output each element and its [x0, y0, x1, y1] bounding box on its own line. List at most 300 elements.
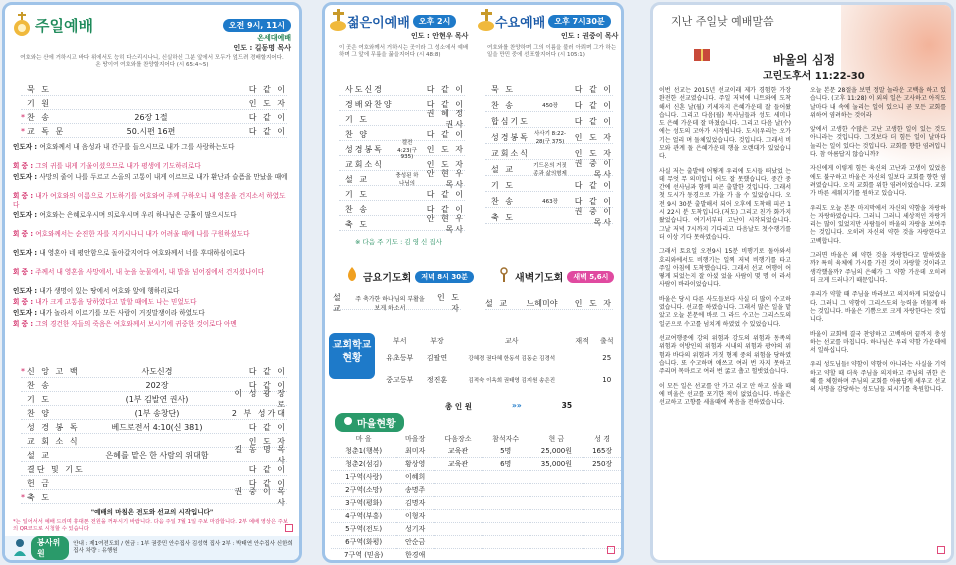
reading-text: 내가 크게 고통을 당하였다고 말할 때에도 나는 믿었도다 — [35, 298, 197, 306]
sunday-subtitle: 온세대예배 — [257, 34, 291, 42]
region-cell — [482, 497, 530, 510]
region-title: 마을현황 — [357, 419, 396, 430]
responsive-line — [13, 287, 289, 296]
speaker: 회 중 : — [13, 268, 36, 276]
region-table — [331, 433, 621, 562]
wednesday-order-row — [485, 115, 613, 128]
sermon-paragraph: 이번 선교는 2015년 선교이래 제가 경험한 가장 완전한 선교였습니다. 주일 저녁에 니트와에 도착해서 신혼 날(월) 키세자지 은혜가운데 잘 들어왔습니다. 그리고 다음(월) 목사님들과 성도 세미나도 은혜 가운데 잘 마쳤습니다. 그리고 다음 날(수)에는 성도의 고아가 시작됩니다. 도시(우리는 오가기는 얼리 며 돌체있었습니다. 것입니다. 그래서 비모와 관계 돌 은혜가운데 행을 오랜대가 있었습니다. — [659, 87, 791, 161]
plus-box-icon — [285, 524, 293, 532]
call-to-worship: 여호와는 산에 거하시고 바다 위에서도 능히 다스리시나니, 신실하신 그분 앞에서 모두가 엎드려 경배할지어다. 온 땅이여 여호와를 찬양할지어다 (시 65:4~5) — [20, 55, 284, 69]
order-leader: 안 현 우 목사 — [426, 214, 465, 234]
reading-text: 여호와께서는 순진한 자를 지키시나니 내가 어려울 때에 나를 구원하셨도다 — [35, 230, 250, 238]
region-cell — [583, 523, 621, 536]
sunday-worship-panel — [2, 2, 302, 563]
edu-cell: 유초등부 — [386, 354, 414, 362]
table-row — [379, 347, 619, 369]
order-item: 축 도 — [345, 219, 369, 229]
region-cell — [482, 471, 530, 484]
order-row — [21, 421, 287, 434]
wednesday-time: 오후 7시30분 — [548, 15, 610, 28]
region-header — [335, 413, 404, 432]
order-item: 찬 송 — [27, 380, 51, 390]
order-item: 사도신경 — [345, 84, 384, 94]
speaker: 인도자 : — [13, 173, 40, 181]
order-item: 성 경 봉 독 — [27, 422, 80, 432]
sermon-reference: 고린도후서 11:22-30 — [763, 71, 865, 82]
region-cell — [530, 497, 584, 510]
friday-title: 금요기도회 — [363, 273, 412, 284]
region-cell: 황상영 — [396, 458, 434, 471]
region-cell: 한경애 — [396, 549, 434, 562]
edu-total: 35 — [561, 401, 573, 410]
youth-preacher: 인도 : 안현우 목사 — [411, 32, 469, 40]
region-cell: 송명주 — [396, 484, 434, 497]
order-leader: 다 같 이 — [426, 189, 465, 199]
order-item: 신 앙 고 백 — [27, 366, 80, 376]
youth-order-row — [339, 214, 465, 234]
region-header-cell: 성 경 — [594, 435, 610, 443]
reading-text: 그의 경건한 자들의 죽음은 여호와께서 보시기에 귀중한 것이로다 아멘 — [35, 320, 237, 328]
order-leader: 다 같 이 — [426, 84, 465, 94]
region-cell: 이형자 — [396, 510, 434, 523]
wednesday-order-row — [485, 131, 613, 144]
order-item: 합심기도 — [491, 116, 530, 126]
edu-header-cell: 재적 — [575, 337, 589, 345]
responsive-line — [13, 249, 289, 258]
wednesday-call: 여호와를 찬양하며 그의 이름을 불러 아뢰며 그가 하는 일을 만민 중에 선포할지어다 (시 105:1) — [487, 45, 617, 59]
church-bell-icon — [11, 11, 33, 39]
order-row — [21, 445, 287, 465]
order-detail: 26장 1절 — [134, 112, 168, 122]
region-cell: 교육관 — [434, 445, 482, 458]
order-leader: 다 같 이 — [574, 116, 613, 126]
region-cell: 165장 — [583, 445, 621, 458]
sunday-preacher: 인도 : 길동명 목사 — [233, 44, 291, 52]
order-leader: 인 도 자 — [426, 144, 465, 154]
region-cell — [482, 510, 530, 523]
wednesday-order-row — [485, 207, 613, 227]
edu-table — [379, 335, 619, 391]
responsive-line — [13, 192, 289, 210]
speaker: 인도자 : — [13, 211, 40, 219]
flame-icon — [345, 267, 359, 286]
sermon-title: 바울의 심정 — [773, 53, 836, 67]
region-cell: 7구역 (믿음) — [331, 549, 396, 562]
wednesday-order-row — [485, 159, 613, 179]
edu-cell: 25 — [602, 354, 612, 362]
sunday-title: 주일예배 — [35, 16, 93, 35]
youth-next-prayer: ※ 다음 주 기도 : 김 영 신 집사 — [355, 238, 442, 246]
order-row — [21, 487, 287, 507]
wednesday-preacher: 인도 : 권중이 목사 — [561, 32, 619, 40]
wednesday-title: 수요예배 — [495, 15, 546, 31]
order-detail: 사사기 8:22-28(구 375) — [533, 131, 567, 145]
reading-text: 내가 놀라서 이르기를 모든 사람이 거짓말쟁이라 하였도다 — [39, 309, 205, 317]
cross-icon — [329, 9, 347, 33]
order-leader: 다 같 이 — [426, 204, 465, 214]
order-item: 기 도 — [27, 394, 51, 404]
region-cell — [434, 471, 482, 484]
order-item: 설 교 — [345, 174, 369, 184]
stand-mark: * — [21, 492, 25, 502]
chat-icon — [343, 416, 353, 429]
order-row — [21, 389, 287, 409]
region-header-cell: 다음장소 — [444, 435, 472, 443]
order-leader: 다 같 이 — [574, 100, 613, 110]
region-cell: 안순금 — [396, 536, 434, 549]
order-item: 기 도 — [345, 114, 369, 124]
order-leader: 다 같 이 — [426, 99, 465, 109]
edu-cell — [570, 369, 595, 391]
sunday-time: 오전 9시, 11시 — [223, 19, 291, 32]
order-leader: 권 중 이 목사 — [234, 487, 287, 507]
wednesday-order-row — [485, 99, 613, 112]
region-cell — [583, 471, 621, 484]
friday-row: 설 교 주 축가한 하나님의 부활을 보게 하소서 인 도 자 — [333, 293, 461, 313]
sermon-paragraph: 바울은 당시 다른 사도들보다 사실 더 많이 수고하였습니다. 선교를 하였습니다. 그래서 많은 일을 맡았고 오늘 본문에 바로 그 라드 수고는 그리스도의 일군으로 수고를 넘치게 하였었 수 있었습니다. — [659, 295, 791, 328]
region-cell — [583, 510, 621, 523]
stand-mark: * — [21, 112, 25, 122]
table-row — [331, 510, 621, 523]
order-detail: 50.시편 16편 — [126, 126, 176, 136]
youth-header — [329, 9, 456, 33]
responsive-line — [13, 298, 289, 307]
region-cell — [530, 536, 584, 549]
order-detail: 기드온의 거짓종과 삶의형제 — [533, 163, 567, 177]
region-cell: 4구역(부흥) — [331, 510, 396, 523]
edu-cell — [570, 347, 595, 369]
region-cell: 25,000원 — [530, 445, 584, 458]
sermon-paragraph: 우리가 약할 때 주님을 바라보고 의지하게 되었습니다. 그러니 그 약함이 그리스도의 능력을 머물게 하는 것입니다. 바울은 기쁨으로 크게 자랑한다는 것입니다. — [810, 291, 946, 324]
responsive-line — [13, 211, 289, 220]
order-leader: 인 도 자 — [248, 98, 287, 108]
region-cell: 3구역(평화) — [331, 497, 396, 510]
order-item: 묵 도 — [27, 84, 51, 94]
table-row — [331, 523, 621, 536]
order-detail: 450장 — [542, 103, 558, 109]
region-cell — [583, 497, 621, 510]
order-leader: 다 같 이 — [426, 129, 465, 139]
region-cell — [434, 497, 482, 510]
region-cell: 250장 — [583, 458, 621, 471]
order-leader: 다 같 이 — [574, 196, 613, 206]
region-cell: 6구역(화평) — [331, 536, 396, 549]
order-item: 기 도 — [345, 189, 369, 199]
sunday-header — [11, 11, 93, 39]
order-row — [21, 365, 287, 378]
order-leader: 다 같 이 — [574, 180, 613, 190]
region-cell — [482, 484, 530, 497]
dawn-row: 설 교 느헤미야 인 도 자 — [485, 297, 613, 310]
order-detail: 463장 — [542, 199, 558, 205]
order-leader: 2 부 성가대 — [231, 408, 287, 418]
region-header-cell: 마 을 — [355, 435, 372, 443]
region-cell — [482, 536, 530, 549]
edu-cell: 10 — [602, 376, 612, 384]
reading-text: 내가 여호와의 이름으로 기도하기를 여호와여 주께 구하오니 내 영혼을 건지소서 하였도다 — [13, 192, 286, 209]
sermon-paragraph: 앞에서 고생한 수많은 고난 고생한 일이 있는 것도 아니라는 것입니다. 그것보다 더 힘든 일이 날마다 눌리는 일이 있다는 것입니다. 교회를 향한 염려입니다. 참 아름답지 않습니까? — [810, 126, 946, 158]
youth-order-row — [339, 188, 465, 201]
order-leader: 인 도 자 — [574, 132, 613, 142]
order-item: 묵 도 — [491, 84, 515, 94]
responsive-line — [13, 230, 289, 239]
reading-text: 그의 귀를 내게 기울이셨으므로 내가 평생에 기도하리로다 — [35, 162, 201, 170]
order-item: 찬 송 — [491, 100, 515, 110]
order-detail: 베드로전서 4:10(신 381) — [111, 422, 203, 432]
reading-text: 여호와는 은혜로우시며 의로우시며 우리 하나님은 긍휼이 많으시도다 — [39, 211, 237, 219]
order-leader: 다 같 이 — [248, 478, 287, 488]
table-row — [331, 549, 621, 562]
region-cell: 청춘2(섬김) — [331, 458, 396, 471]
order-detail: (1부 송창단) — [134, 408, 180, 418]
order-item: 찬 송 — [345, 204, 369, 214]
region-cell — [530, 510, 584, 523]
order-leader: 다 같 이 — [248, 112, 287, 122]
order-leader: 안 현 우 목사 — [426, 169, 465, 189]
edu-cell: 정진훈 — [426, 376, 448, 384]
order-item: 기 도 — [491, 180, 515, 190]
speaker: 회 중 : — [13, 162, 36, 170]
edu-cell: 김팔연 — [426, 354, 448, 362]
order-detail: (1부 김발연 권사) — [125, 394, 189, 404]
edu-total-row — [445, 401, 572, 412]
order-detail: 충성된 하나님의 — [395, 173, 419, 187]
edu-header-cell: 부서 — [392, 337, 407, 345]
speaker: 인도자 : — [13, 143, 40, 151]
youth-order-row — [339, 83, 465, 96]
order-item: 설 교 — [27, 450, 51, 460]
dawn-title: 새벽기도회 — [515, 273, 564, 284]
wednesday-header — [477, 9, 611, 33]
order-item: 교회소식 — [345, 159, 384, 169]
region-header-cell: 참석자수 — [492, 435, 520, 443]
order-item: 찬 양 — [27, 408, 51, 418]
arrow-icon: »» — [511, 401, 522, 410]
sermon-paragraph: 우리도 오늘 본문 마지막에서 자신의 약함을 자랑하는 자랑하였습니다. 그러니 그러니 세상적인 자랑거리는 많이 있었지만 사람들이 바울의 자랑을 보여주는 것입니다. 오히려 자신의 약한 것을 자랑한다고 고백합니다. — [810, 204, 946, 245]
order-leader: 권 중 이 목사 — [574, 159, 613, 179]
order-leader: 다 같 이 — [248, 380, 287, 390]
region-cell: 교육관 — [434, 458, 482, 471]
region-cell: 5구역(전도) — [331, 523, 396, 536]
edu-header-cell: 교사 — [504, 337, 519, 345]
speaker: 회 중 : — [13, 192, 36, 200]
order-leader: 인 도 자 — [248, 436, 287, 446]
order-leader: 인 도 자 — [574, 148, 613, 158]
sermon-paragraph: 그러면 바울은 왜 약한 것을 자랑한다고 말하였을까? 특히 육체에 가시를 가진 것이 자랑할 것이라고 생각했을까? 주님의 은혜가 그 약함 가운데 오히려 더 크게 드러나기 때문입니다. — [810, 252, 946, 284]
youth-order-row — [339, 169, 465, 189]
region-cell: 35,000원 — [530, 458, 584, 471]
sermon-paragraph: 이 모든 일은 선교를 안 가고 쉬고 안 하고 싶을 때에 비울은 선교를 포기한 적이 없었습니다. 바울은 선교하고 고향를 세울때에 복음을 전하였습니다. — [659, 382, 791, 407]
region-cell — [583, 484, 621, 497]
order-row — [21, 97, 287, 110]
region-cell — [482, 523, 530, 536]
order-row — [21, 111, 287, 124]
edu-total-label: 총 인 원 — [445, 402, 472, 411]
region-cell: 청춘1(행복) — [331, 445, 396, 458]
region-cell — [583, 549, 621, 562]
order-item: 경배와찬양 — [345, 99, 394, 109]
responsive-line — [13, 162, 289, 171]
region-cell — [583, 536, 621, 549]
region-cell: 이혜희 — [396, 471, 434, 484]
order-leader: 다 같 이 — [248, 84, 287, 94]
region-header-cell: 마을장 — [405, 435, 426, 443]
responsive-line — [13, 309, 289, 318]
cross-icon — [477, 9, 495, 33]
order-item: 찬 송 — [27, 112, 51, 122]
table-row — [379, 369, 619, 391]
service-bar — [5, 536, 299, 560]
edu-cell: 강혜경 권다혜 한동석 김동순 김경석 — [468, 356, 556, 362]
region-cell: 성기자 — [396, 523, 434, 536]
sermon-paragraph: 자신에게 이렇게 힘든 육신의 고난과 고생이 있었음에도 불구하고 바울은 자신의 일보다 교회를 향한 염려였습니다. 오직 교회를 위한 염려이었습니다. 교회가 바른 세워지기를 원하고 있습니다. — [810, 165, 946, 198]
responsive-line — [13, 268, 289, 277]
region-cell: 최미자 — [396, 445, 434, 458]
order-item: 성경봉독 — [345, 144, 384, 154]
order-detail: 은혜를 맡은 한 사람의 위대함 — [105, 450, 209, 460]
plus-box-icon — [607, 546, 615, 554]
edu-title: 교회학교 현황 — [329, 333, 375, 379]
order-leader: 인 도 자 — [426, 159, 465, 169]
speaker: 회 중 : — [13, 320, 36, 328]
edu-header-cell: 출석 — [599, 337, 614, 345]
sermon-paragraph: 오늘 본문 28절을 보면 정말 놀라운 고백을 하고 있습니다. (고후 11:28) 이 외의 일은 고사하고 아직도 날마다 내 속에 눌리는 일이 있으니 곧 모든 교회를 위하여 염려하는 것이라 — [810, 87, 946, 119]
region-cell — [434, 523, 482, 536]
speaker: 인도자 : — [13, 249, 40, 257]
region-cell — [482, 549, 530, 562]
table-row — [331, 536, 621, 549]
responsive-line — [13, 173, 289, 182]
bible-icon — [693, 47, 711, 65]
order-leader: 권 중 이 목사 — [574, 207, 613, 227]
region-header-cell: 현 금 — [548, 435, 565, 443]
reading-text: 사망의 줄이 나를 두르고 스올의 고통이 내게 이르므로 내가 환난과 슬픔을 만났을 때에 — [39, 173, 288, 181]
order-leader: 길 동 명 목사 — [234, 445, 287, 465]
service-label: 봉사위원 — [31, 536, 69, 560]
region-cell — [434, 510, 482, 523]
order-item: 성경봉독 — [491, 132, 530, 142]
table-row — [331, 471, 621, 484]
reading-text: 주께서 내 영혼을 사망에서, 내 눈을 눈물에서, 내 발을 넘어짐에서 건지셨나이다 — [35, 268, 265, 276]
order-detail: 사도신경 — [141, 366, 173, 376]
order-row — [21, 463, 287, 476]
order-leader: 이 성 광 장로 — [234, 389, 287, 409]
sermon-paragraph: 선교여행중에 강의 위험과 강도의 위험과 동족의 위험과 이방인의 위험과 시내의 위험과 광야의 위험과 바다의 위험과 거짓 형제 중의 위험을 당하였습니다. 또 수고하며 애쓰고 여러 번 자지 못하고 주리며 목마르고 여러 번 굶고 춥고 헐벗었습니다. — [659, 335, 791, 376]
region-cell: 5명 — [482, 445, 530, 458]
order-item: 교회소식 — [491, 148, 530, 158]
region-cell — [530, 523, 584, 536]
notice-small: *는 일어서서 예배 드리며 휴대폰 전원을 꺼두시기 바랍니다. 다음 주일 7월 1일 주보 마감합니다. 2부 예배 영상은 주보의 QR코드로 시청할 수 있습니다 — [13, 519, 289, 532]
order-item: 찬 송 — [491, 196, 515, 206]
table-row — [331, 484, 621, 497]
service-detail: 안내 : 제1여전도회 / 헌금 : 1부 권중민 안수집사 김성혁 집사 2부 : 박태연 안수집사 신한희 집사 차량 : 유행원 — [73, 541, 293, 554]
region-cell — [530, 484, 584, 497]
wednesday-order-row — [485, 179, 613, 192]
order-leader: 권 혜 정 권사 — [426, 109, 465, 129]
sermon-header: 지난 주일낮 예배말씀 — [671, 15, 774, 28]
region-cell — [434, 536, 482, 549]
order-item: 축 도 — [27, 492, 51, 502]
order-item: 축 도 — [491, 212, 515, 222]
order-leader: 다 같 이 — [574, 84, 613, 94]
dawn-header — [497, 267, 614, 286]
order-item: 헌 금 — [27, 478, 51, 488]
person-icon — [13, 538, 27, 558]
edu-cell: 김적숙 이옥희 권태영 김지원 송은진 — [468, 378, 556, 384]
sermon-paragraph: 사실 저는 출발에 어떻게 우리에 도시들 떠났었 는데 무엇 무 의미입니 어도 잘 못했습니다. 중간 중간에 선사님과 함께 피곤 출발한 것입니다. 그래서 첫 도시가 동경으로 가을 가 을 수 있었습니다. 오전 9시 30분 출발해서 되어 오후에 도착해 피곤 1시 22시 분 도착입니다.(저도) 그리고 친가 화가지 왔었습니다. 여기서부터 고난이 시작되었습니다. 그날 저녁 7시까지 기다리고 다음날도 첫수행기를 더 이상 기다 못하였습니다. — [659, 167, 791, 241]
sermon-panel — [650, 2, 954, 563]
youth-wednesday-panel — [322, 2, 624, 563]
order-leader: 다 같 이 — [248, 126, 287, 136]
order-item: 기 원 — [27, 98, 51, 108]
order-item: 설 교 — [491, 164, 515, 174]
speaker: 인도자 : — [13, 309, 40, 317]
order-leader: 다 같 이 — [248, 366, 287, 376]
stand-mark: * — [21, 126, 25, 136]
edu-header-cell: 부장 — [430, 337, 444, 345]
sermon-paragraph: 우리 성도님들! 약함이 약함이 아니라는 사실을 기억하고 약할 때 더욱 주님을 의지하고 주님의 귀한 은혜 를 체험하며 주님의 교회를 아름답게 세우고 선교의 사명을 감당하는 성도님들 되시기를 축원합니다. — [810, 361, 946, 394]
edu-cell: 중고등부 — [386, 376, 414, 384]
order-item: 찬 양 — [345, 129, 369, 139]
youth-title: 젊은이예배 — [347, 15, 410, 31]
region-cell: 김명자 — [396, 497, 434, 510]
region-cell: 1구역(사랑) — [331, 471, 396, 484]
reading-text: 여호와께서 내 음성과 내 간구를 들으시므로 내가 그를 사랑하는도다 — [39, 143, 235, 151]
order-row — [21, 407, 287, 420]
order-detail: 겔전 4:23(구 935) — [397, 140, 417, 160]
order-detail: 202장 — [145, 380, 169, 390]
reading-text: 내가 생명이 있는 땅에서 여호와 앞에 행하리로다 — [39, 287, 180, 295]
reading-text: 내 영혼아 네 평안함으로 돌아갈지어다 여호와께서 너를 후대하심이로다 — [39, 249, 246, 257]
order-item: 교 독 문 — [27, 126, 66, 136]
table-row — [331, 445, 621, 458]
youth-order-row — [339, 109, 465, 129]
responsive-line — [13, 320, 289, 329]
region-cell — [530, 549, 584, 562]
order-item: 결단 및 기도 — [27, 464, 85, 474]
sermon-paragraph: 그래서 토요일 오전9시 15분 비행기로 돌아와서 호리와에서도 비행기는 일찍 저녁 비행기를 타고 주일 아침에 도착했습니다. 그래서 선교 여행이 어떻게 되었는지 잘 아셨 었을 사람이 몇 명 이 라서 사람이 바라이었습니다. — [659, 248, 791, 289]
region-cell: 2구역(소망) — [331, 484, 396, 497]
youth-call: 이 곳은 여호와께서 거하시는 곳이라 그 성소에서 예배하며 그 앞에 무릎을 꿇을지어다 (시 48:8) — [339, 45, 469, 59]
dawn-time: 새벽 5,6시 — [567, 271, 614, 283]
order-item: 교 회 소 식 — [27, 436, 80, 446]
stand-mark: * — [21, 366, 25, 376]
region-cell — [434, 484, 482, 497]
order-row — [21, 125, 287, 138]
table-row — [331, 458, 621, 471]
youth-order-row — [339, 140, 465, 160]
speaker: 회 중 : — [13, 298, 36, 306]
order-row — [21, 83, 287, 96]
rosary-icon — [497, 267, 511, 286]
region-cell — [530, 471, 584, 484]
closing-motto: "예배의 마침은 전도와 선교의 시작입니다" — [90, 508, 214, 516]
friday-header — [345, 267, 474, 286]
order-leader: 다 같 이 — [248, 422, 287, 432]
wednesday-order-row — [485, 83, 613, 96]
sermon-paragraph: 바울이 교회에 결국 찬양하고 고백하며 끝까지 충성하는 선교를 마칩니다. 하나님은 우리 약함 가운데에서 일하십니다. — [810, 330, 946, 355]
table-row — [331, 497, 621, 510]
order-leader: 다 같 이 — [248, 464, 287, 474]
region-cell: 6명 — [482, 458, 530, 471]
region-cell — [434, 549, 482, 562]
youth-time: 오후 2시 — [413, 15, 457, 28]
speaker: 인도자 : — [13, 287, 40, 295]
responsive-line — [13, 143, 289, 152]
friday-time: 저녁 8시 30분 — [415, 271, 474, 283]
plus-box-icon — [937, 546, 945, 554]
speaker: 회 중 : — [13, 230, 36, 238]
